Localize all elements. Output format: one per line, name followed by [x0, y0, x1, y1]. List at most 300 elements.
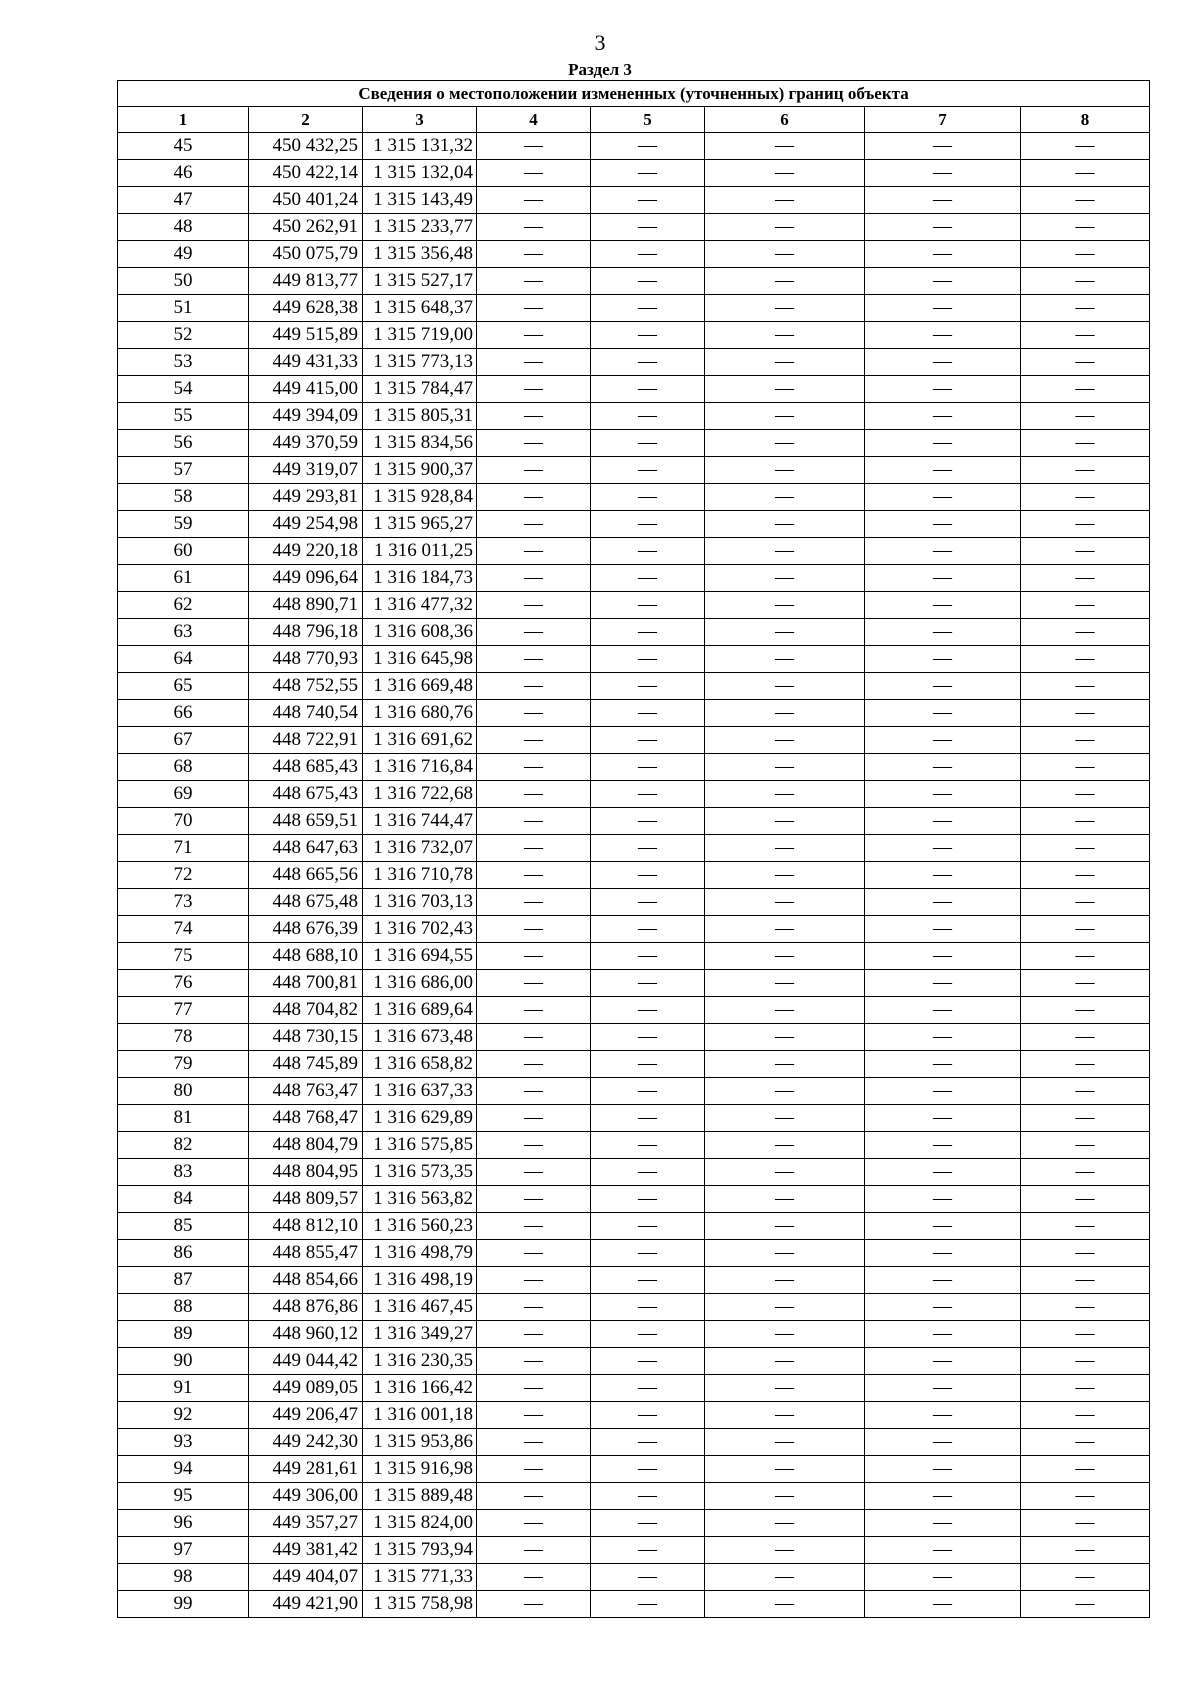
column-7-cell: — — [865, 268, 1021, 295]
coordinate-y-cell: 1 315 793,94 — [363, 1537, 477, 1564]
point-number-cell: 79 — [118, 1051, 249, 1078]
coordinate-x-cell: 449 220,18 — [249, 538, 363, 565]
column-4-cell: — — [477, 835, 591, 862]
coordinate-y-cell: 1 315 928,84 — [363, 484, 477, 511]
column-5-cell: — — [591, 1375, 705, 1402]
column-7-cell: — — [865, 349, 1021, 376]
column-7-cell: — — [865, 1537, 1021, 1564]
coordinate-y-cell: 1 316 680,76 — [363, 700, 477, 727]
table-row — [118, 1078, 1150, 1105]
column-5-cell: — — [591, 511, 705, 538]
section-title: Раздел 3 — [568, 60, 632, 79]
column-7-cell: — — [865, 592, 1021, 619]
column-4-cell: — — [477, 133, 591, 160]
coordinate-x-cell: 448 812,10 — [249, 1213, 363, 1240]
coordinate-x-cell: 448 647,63 — [249, 835, 363, 862]
column-5-cell: — — [591, 457, 705, 484]
column-5-cell: — — [591, 1024, 705, 1051]
point-number-cell: 78 — [118, 1024, 249, 1051]
coordinate-y-cell: 1 316 673,48 — [363, 1024, 477, 1051]
coordinate-y-cell: 1 316 166,42 — [363, 1375, 477, 1402]
point-number-cell: 71 — [118, 835, 249, 862]
column-4-cell: — — [477, 727, 591, 754]
column-8-cell: — — [1021, 1240, 1150, 1267]
coordinate-x-cell: 449 281,61 — [249, 1456, 363, 1483]
point-number-cell: 66 — [118, 700, 249, 727]
column-4-cell: — — [477, 700, 591, 727]
column-7-cell: — — [865, 457, 1021, 484]
column-7-cell: — — [865, 1186, 1021, 1213]
column-7-cell: — — [865, 1564, 1021, 1591]
coordinate-x-cell: 449 370,59 — [249, 430, 363, 457]
column-6-cell: — — [705, 1105, 865, 1132]
column-4-cell: — — [477, 214, 591, 241]
coordinate-x-cell: 448 722,91 — [249, 727, 363, 754]
table-row — [118, 268, 1150, 295]
coordinate-x-cell: 449 813,77 — [249, 268, 363, 295]
coordinate-y-cell: 1 316 498,79 — [363, 1240, 477, 1267]
table-row — [118, 241, 1150, 268]
coordinate-y-cell: 1 315 648,37 — [363, 295, 477, 322]
coordinate-x-cell: 448 704,82 — [249, 997, 363, 1024]
coordinate-y-cell: 1 316 637,33 — [363, 1078, 477, 1105]
column-8-cell: — — [1021, 1591, 1150, 1618]
column-7-cell: — — [865, 700, 1021, 727]
column-4-cell: — — [477, 1078, 591, 1105]
column-number-3: 3 — [363, 107, 477, 133]
coordinate-x-cell: 449 306,00 — [249, 1483, 363, 1510]
column-8-cell: — — [1021, 997, 1150, 1024]
column-7-cell: — — [865, 889, 1021, 916]
column-5-cell: — — [591, 862, 705, 889]
coordinate-x-cell: 449 404,07 — [249, 1564, 363, 1591]
coordinate-y-cell: 1 316 560,23 — [363, 1213, 477, 1240]
column-5-cell: — — [591, 484, 705, 511]
column-6-cell: — — [705, 241, 865, 268]
table-row — [118, 403, 1150, 430]
column-5-cell: — — [591, 592, 705, 619]
column-8-cell: — — [1021, 1456, 1150, 1483]
column-number-4: 4 — [477, 107, 591, 133]
coordinate-x-cell: 448 676,39 — [249, 916, 363, 943]
column-4-cell: — — [477, 1591, 591, 1618]
column-7-cell: — — [865, 1591, 1021, 1618]
column-7-cell: — — [865, 997, 1021, 1024]
table-row — [118, 295, 1150, 322]
column-5-cell: — — [591, 295, 705, 322]
column-8-cell: — — [1021, 1537, 1150, 1564]
column-8-cell: — — [1021, 1375, 1150, 1402]
point-number-cell: 90 — [118, 1348, 249, 1375]
column-8-cell: — — [1021, 241, 1150, 268]
coordinate-x-cell: 448 745,89 — [249, 1051, 363, 1078]
table-row — [118, 673, 1150, 700]
column-4-cell: — — [477, 511, 591, 538]
point-number-cell: 50 — [118, 268, 249, 295]
column-4-cell: — — [477, 1510, 591, 1537]
column-8-cell: — — [1021, 673, 1150, 700]
column-4-cell: — — [477, 943, 591, 970]
column-4-cell: — — [477, 1132, 591, 1159]
coordinate-y-cell: 1 315 233,77 — [363, 214, 477, 241]
column-8-cell: — — [1021, 1564, 1150, 1591]
column-7-cell: — — [865, 1456, 1021, 1483]
column-8-cell: — — [1021, 214, 1150, 241]
coordinate-x-cell: 450 075,79 — [249, 241, 363, 268]
column-4-cell: — — [477, 187, 591, 214]
point-number-cell: 82 — [118, 1132, 249, 1159]
column-7-cell: — — [865, 430, 1021, 457]
column-5-cell: — — [591, 322, 705, 349]
column-4-cell: — — [477, 1051, 591, 1078]
table-row — [118, 943, 1150, 970]
coordinate-y-cell: 1 315 143,49 — [363, 187, 477, 214]
column-4-cell: — — [477, 295, 591, 322]
table-row — [118, 133, 1150, 160]
coordinate-x-cell: 448 890,71 — [249, 592, 363, 619]
point-number-cell: 53 — [118, 349, 249, 376]
column-6-cell: — — [705, 1591, 865, 1618]
point-number-cell: 91 — [118, 1375, 249, 1402]
column-8-cell: — — [1021, 403, 1150, 430]
table-row — [118, 1483, 1150, 1510]
column-6-cell: — — [705, 1348, 865, 1375]
point-number-cell: 73 — [118, 889, 249, 916]
coordinate-y-cell: 1 316 658,82 — [363, 1051, 477, 1078]
column-4-cell: — — [477, 1429, 591, 1456]
column-4-cell: — — [477, 430, 591, 457]
column-8-cell: — — [1021, 916, 1150, 943]
column-6-cell: — — [705, 781, 865, 808]
column-5-cell: — — [591, 1159, 705, 1186]
table-row — [118, 1429, 1150, 1456]
point-number-cell: 56 — [118, 430, 249, 457]
column-7-cell: — — [865, 403, 1021, 430]
table-row — [118, 619, 1150, 646]
column-8-cell: — — [1021, 1348, 1150, 1375]
column-8-cell: — — [1021, 268, 1150, 295]
column-4-cell: — — [477, 1564, 591, 1591]
coordinate-y-cell: 1 316 645,98 — [363, 646, 477, 673]
column-7-cell: — — [865, 808, 1021, 835]
column-5-cell: — — [591, 1267, 705, 1294]
point-number-cell: 51 — [118, 295, 249, 322]
column-4-cell: — — [477, 1348, 591, 1375]
coordinate-y-cell: 1 316 716,84 — [363, 754, 477, 781]
coordinate-y-cell: 1 316 629,89 — [363, 1105, 477, 1132]
column-6-cell: — — [705, 1456, 865, 1483]
column-7-cell: — — [865, 835, 1021, 862]
column-8-cell: — — [1021, 430, 1150, 457]
column-4-cell: — — [477, 970, 591, 997]
coordinate-x-cell: 449 293,81 — [249, 484, 363, 511]
point-number-cell: 99 — [118, 1591, 249, 1618]
table-row — [118, 457, 1150, 484]
column-6-cell: — — [705, 1267, 865, 1294]
column-7-cell: — — [865, 943, 1021, 970]
table-row — [118, 1348, 1150, 1375]
table-row — [118, 511, 1150, 538]
column-6-cell: — — [705, 160, 865, 187]
column-8-cell: — — [1021, 538, 1150, 565]
table-row — [118, 538, 1150, 565]
column-6-cell: — — [705, 565, 865, 592]
table-row — [118, 1537, 1150, 1564]
column-4-cell: — — [477, 349, 591, 376]
column-7-cell: — — [865, 160, 1021, 187]
point-number-cell: 47 — [118, 187, 249, 214]
column-4-cell: — — [477, 1456, 591, 1483]
coordinate-y-cell: 1 316 467,45 — [363, 1294, 477, 1321]
point-number-cell: 76 — [118, 970, 249, 997]
table-row — [118, 1456, 1150, 1483]
table-row — [118, 1294, 1150, 1321]
column-4-cell: — — [477, 376, 591, 403]
coordinate-x-cell: 450 422,14 — [249, 160, 363, 187]
point-number-cell: 68 — [118, 754, 249, 781]
table-row — [118, 835, 1150, 862]
column-5-cell: — — [591, 538, 705, 565]
column-6-cell: — — [705, 403, 865, 430]
table-row — [118, 997, 1150, 1024]
column-number-row — [118, 107, 1150, 133]
coordinate-x-cell: 448 855,47 — [249, 1240, 363, 1267]
column-5-cell: — — [591, 943, 705, 970]
column-4-cell: — — [477, 403, 591, 430]
column-4-cell: — — [477, 457, 591, 484]
column-8-cell: — — [1021, 889, 1150, 916]
table-row — [118, 187, 1150, 214]
point-number-cell: 60 — [118, 538, 249, 565]
column-4-cell: — — [477, 1159, 591, 1186]
table-row — [118, 646, 1150, 673]
column-6-cell: — — [705, 1051, 865, 1078]
coordinate-x-cell: 448 675,43 — [249, 781, 363, 808]
point-number-cell: 84 — [118, 1186, 249, 1213]
table-row — [118, 727, 1150, 754]
column-6-cell: — — [705, 484, 865, 511]
column-5-cell: — — [591, 781, 705, 808]
column-5-cell: — — [591, 1051, 705, 1078]
column-4-cell: — — [477, 1267, 591, 1294]
column-8-cell: — — [1021, 511, 1150, 538]
page-number: 3 — [594, 30, 606, 55]
column-7-cell: — — [865, 1240, 1021, 1267]
table-row — [118, 1402, 1150, 1429]
table-row — [118, 700, 1150, 727]
coordinates-table — [117, 80, 1150, 1618]
column-4-cell: — — [477, 862, 591, 889]
table-row — [118, 430, 1150, 457]
column-8-cell: — — [1021, 1186, 1150, 1213]
coordinate-x-cell: 448 960,12 — [249, 1321, 363, 1348]
column-4-cell: — — [477, 484, 591, 511]
column-6-cell: — — [705, 1375, 865, 1402]
coordinate-x-cell: 448 752,55 — [249, 673, 363, 700]
column-5-cell: — — [591, 349, 705, 376]
column-6-cell: — — [705, 862, 865, 889]
column-4-cell: — — [477, 673, 591, 700]
column-7-cell: — — [865, 187, 1021, 214]
table-row — [118, 214, 1150, 241]
column-7-cell: — — [865, 754, 1021, 781]
column-8-cell: — — [1021, 808, 1150, 835]
column-5-cell: — — [591, 1564, 705, 1591]
column-6-cell: — — [705, 943, 865, 970]
column-5-cell: — — [591, 646, 705, 673]
column-5-cell: — — [591, 673, 705, 700]
column-5-cell: — — [591, 1429, 705, 1456]
column-6-cell: — — [705, 133, 865, 160]
column-6-cell: — — [705, 1429, 865, 1456]
column-5-cell: — — [591, 1240, 705, 1267]
column-6-cell: — — [705, 700, 865, 727]
column-7-cell: — — [865, 214, 1021, 241]
table-row — [118, 1051, 1150, 1078]
coordinate-y-cell: 1 316 691,62 — [363, 727, 477, 754]
coordinate-x-cell: 449 357,27 — [249, 1510, 363, 1537]
coordinate-x-cell: 449 044,42 — [249, 1348, 363, 1375]
column-5-cell: — — [591, 1591, 705, 1618]
column-8-cell: — — [1021, 970, 1150, 997]
coordinate-y-cell: 1 315 916,98 — [363, 1456, 477, 1483]
table-row — [118, 484, 1150, 511]
column-8-cell: — — [1021, 457, 1150, 484]
table-row — [118, 916, 1150, 943]
point-number-cell: 77 — [118, 997, 249, 1024]
column-8-cell: — — [1021, 781, 1150, 808]
coordinate-y-cell: 1 316 703,13 — [363, 889, 477, 916]
column-5-cell: — — [591, 619, 705, 646]
column-4-cell: — — [477, 1105, 591, 1132]
point-number-cell: 45 — [118, 133, 249, 160]
column-7-cell: — — [865, 646, 1021, 673]
point-number-cell: 72 — [118, 862, 249, 889]
point-number-cell: 64 — [118, 646, 249, 673]
table-row — [118, 322, 1150, 349]
point-number-cell: 94 — [118, 1456, 249, 1483]
table-row — [118, 1105, 1150, 1132]
column-5-cell: — — [591, 889, 705, 916]
column-7-cell: — — [865, 781, 1021, 808]
column-7-cell: — — [865, 295, 1021, 322]
coordinate-x-cell: 449 394,09 — [249, 403, 363, 430]
column-5-cell: — — [591, 1321, 705, 1348]
column-7-cell: — — [865, 1051, 1021, 1078]
coordinate-y-cell: 1 316 563,82 — [363, 1186, 477, 1213]
table-row — [118, 1321, 1150, 1348]
column-7-cell: — — [865, 916, 1021, 943]
coordinate-x-cell: 449 421,90 — [249, 1591, 363, 1618]
coordinate-y-cell: 1 315 889,48 — [363, 1483, 477, 1510]
coordinate-y-cell: 1 316 722,68 — [363, 781, 477, 808]
column-5-cell: — — [591, 1078, 705, 1105]
column-4-cell: — — [477, 1024, 591, 1051]
coordinate-x-cell: 448 796,18 — [249, 619, 363, 646]
column-8-cell: — — [1021, 943, 1150, 970]
point-number-cell: 54 — [118, 376, 249, 403]
point-number-cell: 80 — [118, 1078, 249, 1105]
column-5-cell: — — [591, 1348, 705, 1375]
coordinate-x-cell: 450 262,91 — [249, 214, 363, 241]
column-7-cell: — — [865, 538, 1021, 565]
coordinate-y-cell: 1 316 184,73 — [363, 565, 477, 592]
column-4-cell: — — [477, 781, 591, 808]
column-4-cell: — — [477, 1240, 591, 1267]
column-7-cell: — — [865, 970, 1021, 997]
column-6-cell: — — [705, 1294, 865, 1321]
column-7-cell: — — [865, 1267, 1021, 1294]
point-number-cell: 46 — [118, 160, 249, 187]
coordinate-x-cell: 448 665,56 — [249, 862, 363, 889]
column-8-cell: — — [1021, 1213, 1150, 1240]
coordinate-x-cell: 449 319,07 — [249, 457, 363, 484]
column-8-cell: — — [1021, 592, 1150, 619]
column-5-cell: — — [591, 1105, 705, 1132]
column-6-cell: — — [705, 1078, 865, 1105]
point-number-cell: 93 — [118, 1429, 249, 1456]
column-6-cell: — — [705, 592, 865, 619]
column-6-cell: — — [705, 646, 865, 673]
coordinate-y-cell: 1 316 689,64 — [363, 997, 477, 1024]
column-7-cell: — — [865, 1483, 1021, 1510]
column-5-cell: — — [591, 1294, 705, 1321]
column-5-cell: — — [591, 214, 705, 241]
column-8-cell: — — [1021, 376, 1150, 403]
column-4-cell: — — [477, 916, 591, 943]
coordinate-x-cell: 448 685,43 — [249, 754, 363, 781]
column-5-cell: — — [591, 565, 705, 592]
coordinate-x-cell: 448 740,54 — [249, 700, 363, 727]
coordinate-x-cell: 448 730,15 — [249, 1024, 363, 1051]
point-number-cell: 75 — [118, 943, 249, 970]
column-6-cell: — — [705, 1159, 865, 1186]
column-number-6: 6 — [705, 107, 865, 133]
point-number-cell: 48 — [118, 214, 249, 241]
column-7-cell: — — [865, 1375, 1021, 1402]
coordinate-y-cell: 1 316 477,32 — [363, 592, 477, 619]
column-4-cell: — — [477, 1402, 591, 1429]
coordinate-x-cell: 448 770,93 — [249, 646, 363, 673]
point-number-cell: 69 — [118, 781, 249, 808]
column-5-cell: — — [591, 133, 705, 160]
column-4-cell: — — [477, 241, 591, 268]
column-8-cell: — — [1021, 754, 1150, 781]
coordinate-x-cell: 450 432,25 — [249, 133, 363, 160]
column-6-cell: — — [705, 970, 865, 997]
coordinate-x-cell: 450 401,24 — [249, 187, 363, 214]
column-5-cell: — — [591, 268, 705, 295]
coordinate-x-cell: 448 688,10 — [249, 943, 363, 970]
point-number-cell: 98 — [118, 1564, 249, 1591]
coordinate-y-cell: 1 316 230,35 — [363, 1348, 477, 1375]
coordinate-y-cell: 1 315 527,17 — [363, 268, 477, 295]
column-8-cell: — — [1021, 565, 1150, 592]
point-number-cell: 49 — [118, 241, 249, 268]
column-5-cell: — — [591, 727, 705, 754]
column-6-cell: — — [705, 349, 865, 376]
table-row — [118, 1132, 1150, 1159]
column-5-cell: — — [591, 808, 705, 835]
column-7-cell: — — [865, 1159, 1021, 1186]
coordinate-y-cell: 1 315 900,37 — [363, 457, 477, 484]
table-row — [118, 1213, 1150, 1240]
coordinate-y-cell: 1 316 686,00 — [363, 970, 477, 997]
column-4-cell: — — [477, 1186, 591, 1213]
table-row — [118, 1024, 1150, 1051]
column-4-cell: — — [477, 1321, 591, 1348]
point-number-cell: 86 — [118, 1240, 249, 1267]
